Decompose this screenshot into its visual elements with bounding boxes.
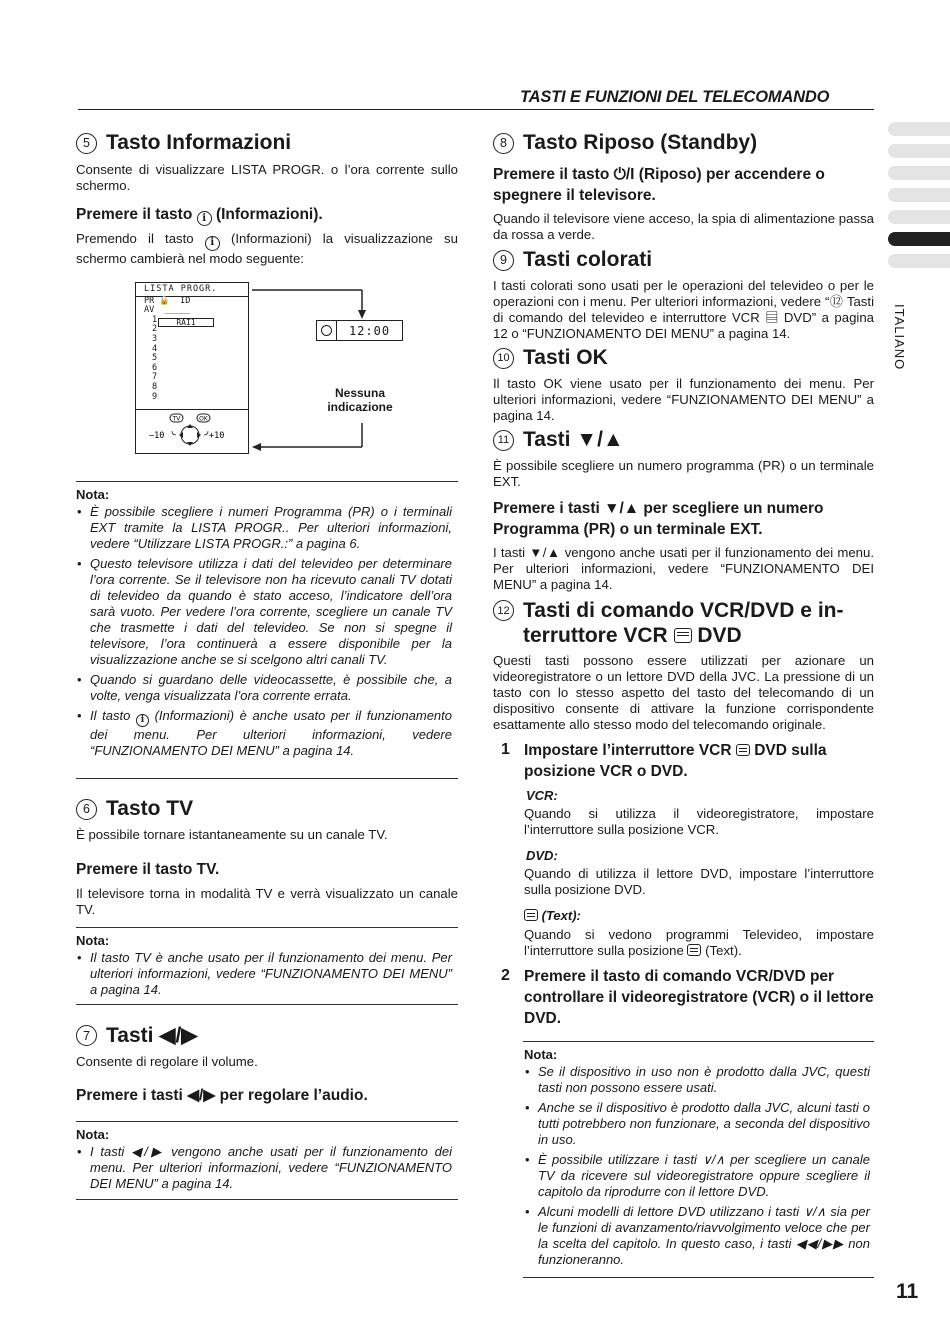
note-item: • Se il dispositivo in uso non è prodotto dalla JVC, questi tasti non possono essere usati. [524,1064,870,1096]
ok-key-label: OK [199,415,208,423]
dvd-text: Quando di utilizza il lettore DVD, impostare l’interruttore sulla posizione DVD. [524,866,874,897]
tv-key-label: TV [172,415,181,423]
section-title [523,598,843,648]
side-tab [888,144,950,158]
section-6-intro: È possibile tornare istantaneamente su un canale TV. [76,827,388,842]
section-number: 5 [76,133,97,154]
flow-arrows [135,282,405,457]
section-9-heading [493,248,652,272]
vcr-text: Quando si utilizza il videoregistratore, impostare l’interruttore sulla posizione VCR. [524,806,874,837]
note-item: • Alcuni modelli di lettore DVD utilizzano i tasti ∨/∧ sia per le funzioni di avanzamento/riavvolgimento veloce che per la scelta del capitolo. In questo caso, i tasti ◀◀/▶▶ non funzioneranno. [524,1204,870,1268]
section-number: 7 [76,1025,97,1046]
section-10-heading [493,346,608,370]
program-list-row: 3 [152,333,158,344]
section-5-nota [76,487,452,763]
body-text: (Informazioni) la visualizzazione su schermo cambierà nel modo seguente: [76,231,458,266]
section-7-intro: Consente di regolare il volume. [76,1054,258,1069]
section-11-subhead: Premere i tasti ▼/▲ per scegliere un numero Programma (PR) o un terminale EXT. [493,500,824,538]
side-tab [888,166,950,180]
text-label-text: (Text): [541,908,581,923]
section-title: Tasti OK [523,346,608,369]
vcr-label: VCR: [526,788,558,803]
section-11-body: I tasti ▼/▲ vengono anche usati per il funzionamento dei menu. Per ulteriori informazioni, vedere “FUNZIONAMENTO DEI MENU” a pagina 14. [493,545,874,592]
channel-id-box: RAI1 [158,318,214,327]
no-indication-label: Nessuna indicazione [327,386,393,414]
section-12-body: Questi tasti possono essere utilizzati per azionare un videoregistratore o un lettore DVD della JVC. La pressione di un tasto con lo stesso aspetto del tasto del telecomando di un dispositivo consente di attivare la funzione corrispondente esattamente allo stesso modo del telecomando originale. [493,653,874,732]
divider [76,1121,458,1122]
nota-title: Nota: [76,1127,110,1142]
note-item: • Questo televisore utilizza i dati del televideo per determinare l’ora corrente. Se il televisore non ha ricevuto canali TV dotati di televideo da quando è stato acceso, l’indicatore dell’ora sarà vuoto. Per vedere l’ora corrente, scegliere un canale TV che trasmette i dati del televideo. Se non si spegne il televisore, l’ora continuerà a essere disponibile per la visualizzazione anche se si scelgono altri canali TV. [76,556,452,668]
step-1-text [524,740,874,782]
section-title: Tasto Riposo (Standby) [523,131,758,154]
info-display-diagram [135,282,405,457]
side-tab [888,122,950,136]
note-item: • Anche se il dispositivo è prodotto dalla JVC, alcuni tasti o tutti potrebbero non funzionare, a seconda del dispositivo in uso. [524,1100,870,1148]
side-tabs [888,122,950,276]
header-rule [78,109,874,110]
section-10-body: Il tasto OK viene usato per il funzionamento dei menu. Per ulteriori informazioni, vedere “FUNZIONAMENTO DEI MENU” a pagina 14. [493,376,874,423]
section-8-heading [493,131,757,155]
section-11-intro: È possibile scegliere un numero programma (PR) o un terminale EXT. [493,458,874,489]
note-text: (Informazioni) è anche usato per il funzionamento dei menu. Per ulteriori informazioni, vedere “FUNZIONAMENTO DEI MENU” a pagina 14. [90,708,453,758]
divider [76,778,458,779]
nota-title: Nota: [76,933,110,948]
dvd-label: DVD: [526,848,558,863]
program-list-row: 6 [152,362,158,373]
section-5-subhead [76,204,458,226]
title-line: Tasti di comando VCR/DVD e in- [523,599,844,622]
section-title: Tasti ▼/▲ [523,428,624,451]
section-6-subhead: Premere il tasto TV. [76,861,220,878]
divider [523,1041,874,1042]
section-number: 9 [493,250,514,271]
section-8-body: Quando il televisore viene acceso, la spia di alimentazione passa da rossa a verde. [493,211,874,242]
section-12-nota [524,1047,870,1272]
side-tab [888,254,950,268]
info-icon: i [197,211,212,226]
nota-title: Nota: [524,1047,558,1062]
text-mode-icon [674,628,692,643]
body-text: Premendo il tasto [76,231,194,246]
program-list-row: 1 [152,314,158,325]
program-list-row: AV _____ [144,305,191,316]
note-item: • È possibile utilizzare i tasti ∨/∧ per scegliere un canale TV da ricevere sul videoregistratore oppure scegliere il capitolo da riprodurre con il lettore DVD. [524,1152,870,1200]
section-number: 8 [493,133,514,154]
clock-icon [317,321,337,340]
note-text: Il tasto [90,708,131,723]
text-mode-icon [736,744,750,756]
note-item: • I tasti ◀/▶ vengono anche usati per il funzionamento dei menu. Per ulteriori informazioni, vedere “FUNZIONAMENTO DEI MENU” a pagina 14. [76,1144,452,1192]
section-title: Tasti ◀/▶ [106,1024,198,1047]
section-12-heading [493,598,874,648]
section-number: 6 [76,799,97,820]
section-7-heading [76,1023,197,1048]
section-number: 11 [493,430,514,451]
info-icon: i [136,714,149,727]
title-line: terruttore VCR [523,624,668,647]
section-6-nota [76,933,452,1002]
divider [523,1277,874,1278]
program-list-header: LISTA PROGR. [136,283,248,297]
note-item: • Il tasto TV è anche usato per il funzionamento dei menu. Per ulteriori informazioni, vedere “FUNZIONAMENTO DEI MENU” a pagina 14. [76,950,452,998]
note-item: • Quando si guardano delle videocassette, è possibile che, a volte, venga visualizzata l’ora corrente errata. [76,672,452,704]
side-tab [888,188,950,202]
section-5-heading [76,131,291,155]
body-text: (Text). [705,943,742,958]
plus-ten-label: +10 [209,431,225,441]
program-list-row: 8 [152,381,158,392]
step-text: Impostare l’interruttore VCR [524,742,732,759]
section-7-nota [76,1127,452,1196]
program-list-row: 7 [152,372,158,383]
info-icon: i [205,236,220,251]
side-tab [888,210,950,224]
step-number: 2 [501,967,510,984]
nota-title: Nota: [76,487,110,502]
section-8-subhead: Premere il tasto ⏻/I (Riposo) per accendere o spegnere il televisore. [493,166,825,204]
program-list-row: 2 [152,324,158,335]
section-5-intro: Consente di visualizzare LISTA PROGR. o l’ora corrente sullo schermo. [76,162,458,193]
text-label [524,908,581,923]
subhead-text: (Informazioni). [215,206,323,223]
text-mode-text [524,927,874,959]
program-list-row: PR 🔒 ID [144,295,191,306]
side-tab-active [888,232,950,246]
body-text: Quando si vedono programmi Televideo, impostare l’interruttore sulla posizione [524,927,874,958]
section-9-body: I tasti colorati sono usati per le operazioni del televideo o per le operazioni con i menu. Per ulteriori informazioni, vedere “⑫ Tasti di comando del televideo e interruttore VCR ▤ DVD” a pagina 12 o “FUNZIONAMENTO DEI MENU” a pagina 14. [493,278,874,341]
section-6-heading [76,797,193,821]
divider [76,927,458,928]
divider [76,1004,458,1005]
program-list-row: 9 [152,391,158,402]
section-6-body: Il televisore torna in modalità TV e verrà visualizzato un canale TV. [76,886,458,917]
section-number: 10 [493,348,514,369]
language-label: ITALIANO [892,304,907,371]
text-mode-icon [524,909,538,921]
text-mode-icon [687,944,701,956]
program-list-row: 4 [152,343,158,354]
section-title: Tasti colorati [523,248,653,271]
section-11-heading [493,428,624,452]
subhead-text: Premere il tasto [76,206,193,223]
section-5-body [76,231,458,267]
page-header-title: TASTI E FUNZIONI DEL TELECOMANDO [520,88,830,106]
section-title: Tasto Informazioni [106,131,292,154]
section-7-subhead: Premere i tasti ◀/▶ per regolare l’audio. [76,1087,368,1104]
note-item: • È possibile scegliere i numeri Programma (PR) o i terminali EXT tramite la LISTA PROGR.. Per ulteriori informazioni, vedere “Utilizzare LISTA PROGR.:” a pagina 6. [76,504,452,552]
note-item [76,708,452,759]
divider [76,1199,458,1200]
step-2-text: Premere il tasto di comando VCR/DVD per controllare il videoregistratore (VCR) o il lettore DVD. [524,968,874,1027]
page-number: 11 [896,1280,919,1303]
program-list-row: 5 [152,353,158,364]
minus-ten-label: –10 [149,431,165,441]
divider [76,481,458,482]
clock-display [316,320,403,341]
step-text: DVD sulla posizione VCR o DVD. [524,742,827,780]
section-title: Tasto TV [106,797,194,820]
section-number: 12 [493,600,514,621]
clock-time: 12:00 [348,323,391,338]
title-line: DVD [697,624,742,647]
step-number: 1 [501,741,510,758]
